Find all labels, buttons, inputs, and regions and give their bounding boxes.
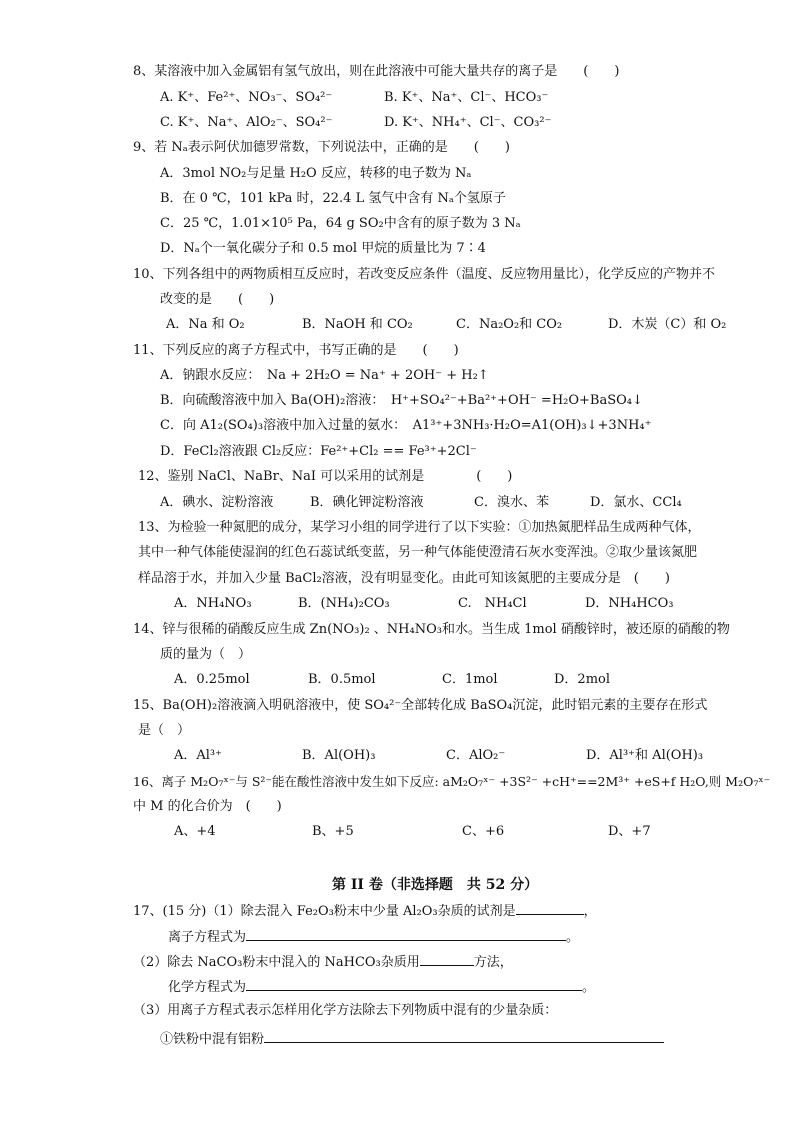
answer-blank-method[interactable]: [420, 951, 474, 966]
section-2-title: 第 II 卷（非选择题 共 52 分）: [332, 877, 539, 893]
q13-option-a: A．NH₄NO₃: [174, 596, 252, 611]
q10-option-d: D．木炭（C）和 O₂: [608, 317, 727, 332]
q15-stem-line1: 15、Ba(OH)₂溶液滴入明矾溶液中，使 SO₄²⁻全部转化成 BaSO₄沉淀，此时铝元素的主要存在形式: [133, 698, 708, 713]
q17-line4: [168, 976, 595, 997]
q17-line4-tail: 。: [582, 980, 596, 995]
q16-option-c: C、+6: [462, 824, 505, 839]
q12-option-b: B．碘化钾淀粉溶液: [310, 495, 424, 510]
q14-option-b: B．0.5mol: [308, 672, 376, 687]
q10-option-a: A．Na 和 O₂: [166, 317, 245, 332]
q17-line5: （3）用离子方程式表示怎样用化学方法除去下列物质中混有的少量杂质：: [133, 1003, 558, 1018]
q17-line2-tail: 。: [566, 930, 580, 945]
answer-blank-iron-aluminum[interactable]: [264, 1028, 664, 1043]
q9-option-b: B．在 0 ℃，101 kPa 时，22.4 L 氢气中含有 Nₐ个氢原子: [160, 191, 506, 206]
q17-line1-text: 17、(15 分)（1）除去混入 Fe₂O₃粉末中少量 Al₂O₃杂质的试剂是: [133, 904, 516, 919]
q16-stem-line1: 16、离子 M₂O₇ˣ⁻与 S²⁻能在酸性溶液中发生如下反应: aM₂O₇ˣ⁻ +3S²⁻ +cH⁺==2M³⁺ +eS+f H₂O,则 M₂O₇ˣ⁻: [133, 774, 771, 789]
q9-option-c: C．25 ℃，1.01×10⁵ Pa，64 g SO₂中含有的原子数为 3 Nₐ: [160, 216, 521, 231]
q8-option-d: D. K⁺、NH₄⁺、Cl⁻、CO₃²⁻: [384, 115, 552, 130]
q10-stem-line1: 10、下列各组中的两物质相互反应时，若改变反应条件（温度、反应物用量比），化学反应的产物并不: [133, 267, 716, 282]
q14-stem-line2: 质的量为（ ）: [160, 647, 252, 662]
q11-option-b: B．向硫酸溶液中加入 Ba(OH)₂溶液： H⁺+SO₄²⁻+Ba²⁺+OH⁻ =H₂O+BaSO₄↓: [160, 393, 643, 408]
q14-option-c: C．1mol: [442, 672, 498, 687]
q14-stem-line1: 14、锌与很稀的硝酸反应生成 Zn(NO₃)₂ 、NH₄NO₃和水。当生成 1mol 硝酸锌时，被还原的硝酸的物: [133, 622, 730, 637]
q12-option-c: C．溴水、苯: [474, 495, 549, 510]
q14-option-d: D．2mol: [554, 672, 611, 687]
q11-option-c: C．向 A1₂(SO₄)₃溶液中加入过量的氨水： A1³⁺+3NH₃·H₂O=A1(OH)₃↓+3NH₄⁺: [160, 418, 652, 433]
q13-stem-line3: 样品溶于水，并加入少量 BaCl₂溶液，没有明显变化。由此可知该氮肥的主要成分是 ( ): [138, 571, 670, 586]
q10-option-c: C．Na₂O₂和 CO₂: [456, 317, 563, 332]
q17-line1: [133, 900, 597, 921]
q13-stem-line2: 其中一种气体能使湿润的红色石蕊试纸变蓝，另一种气体能使澄清石灰水变浑浊。②取少量该氮肥: [138, 545, 698, 560]
q15-option-c: C．AlO₂⁻: [446, 748, 506, 763]
q17-line6-text: ①铁粉中混有铝粉: [160, 1032, 265, 1047]
q9-option-a: A．3mol NO₂与足量 H₂O 反应，转移的电子数为 Nₐ: [160, 166, 472, 181]
q16-option-a: A、+4: [174, 824, 216, 839]
q17-line3: [133, 951, 513, 972]
q17-line1-tail: ，: [583, 904, 597, 919]
q12-option-a: A．碘水、淀粉溶液: [160, 495, 274, 510]
q9-option-d: D．Nₐ个一氧化碳分子和 0.5 mol 甲烷的质量比为 7∶4: [160, 241, 486, 256]
q10-option-b: B．NaOH 和 CO₂: [302, 317, 413, 332]
q13-option-b: B．(NH₄)₂CO₃: [298, 596, 390, 611]
q8-option-a: A. K⁺、Fe²⁺、NO₃⁻、SO₄²⁻: [160, 90, 333, 105]
q16-stem-line2: 中 M 的化合价为 ( ): [133, 799, 282, 814]
q15-option-d: D．Al³⁺和 Al(OH)₃: [586, 748, 704, 763]
q8-stem: 8、某溶液中加入金属铝有氢气放出，则在此溶液中可能大量共存的离子是 ( ): [133, 64, 620, 79]
q13-stem-line1: 13、为检验一种氮肥的成分，某学习小组的同学进行了以下实验：①加热氮肥样品生成两种气体，: [138, 520, 701, 535]
q15-stem-line2: 是（ ）: [138, 723, 191, 738]
q8-option-b: B. K⁺、Na⁺、Cl⁻、HCO₃⁻: [384, 90, 549, 105]
q10-stem-line2: 改变的是 ( ): [160, 292, 275, 307]
q16-option-b: B、+5: [312, 824, 354, 839]
q16-option-d: D、+7: [608, 824, 651, 839]
q8-option-c: C. K⁺、Na⁺、AlO₂⁻、SO₄²⁻: [160, 115, 333, 130]
q15-option-b: B．Al(OH)₃: [302, 748, 376, 763]
q12-option-d: D．氯水、CCl₄: [590, 495, 682, 510]
q17-line3-tail: 方法，: [473, 955, 513, 970]
answer-blank-ionic-equation[interactable]: [246, 926, 566, 941]
q9-stem: 9、若 Nₐ表示阿伏加德罗常数，下列说法中，正确的是 ( ): [133, 140, 510, 155]
q17-line3-text: （2）除去 NaCO₃粉末中混入的 NaHCO₃杂质用: [133, 955, 420, 970]
q17-line2-text: 离子方程式为: [168, 930, 247, 945]
q17-line2: [168, 926, 579, 947]
q17-line4-text: 化学方程式为: [168, 980, 247, 995]
q12-stem: 12、鉴别 NaCl、NaBr、NaI 可以采用的试剂是 ( ): [138, 469, 513, 484]
q11-option-a: A．钠跟水反应： Na + 2H₂O = Na⁺ + 2OH⁻ + H₂↑: [160, 368, 489, 383]
q14-option-a: A．0.25mol: [174, 672, 250, 687]
q13-option-d: D．NH₄HCO₃: [585, 596, 674, 611]
q11-stem: 11、下列反应的离子方程式中，书写正确的是 ( ): [133, 343, 459, 358]
q11-option-d: D．FeCl₂溶液跟 Cl₂反应：Fe²⁺+Cl₂ == Fe³⁺+2Cl⁻: [160, 444, 477, 459]
answer-blank-reagent[interactable]: [516, 900, 584, 915]
q17-line6: [160, 1028, 664, 1049]
answer-blank-chemical-equation[interactable]: [246, 976, 582, 991]
q13-option-c: C. NH₄Cl: [458, 596, 527, 611]
q15-option-a: A．Al³⁺: [174, 748, 223, 763]
